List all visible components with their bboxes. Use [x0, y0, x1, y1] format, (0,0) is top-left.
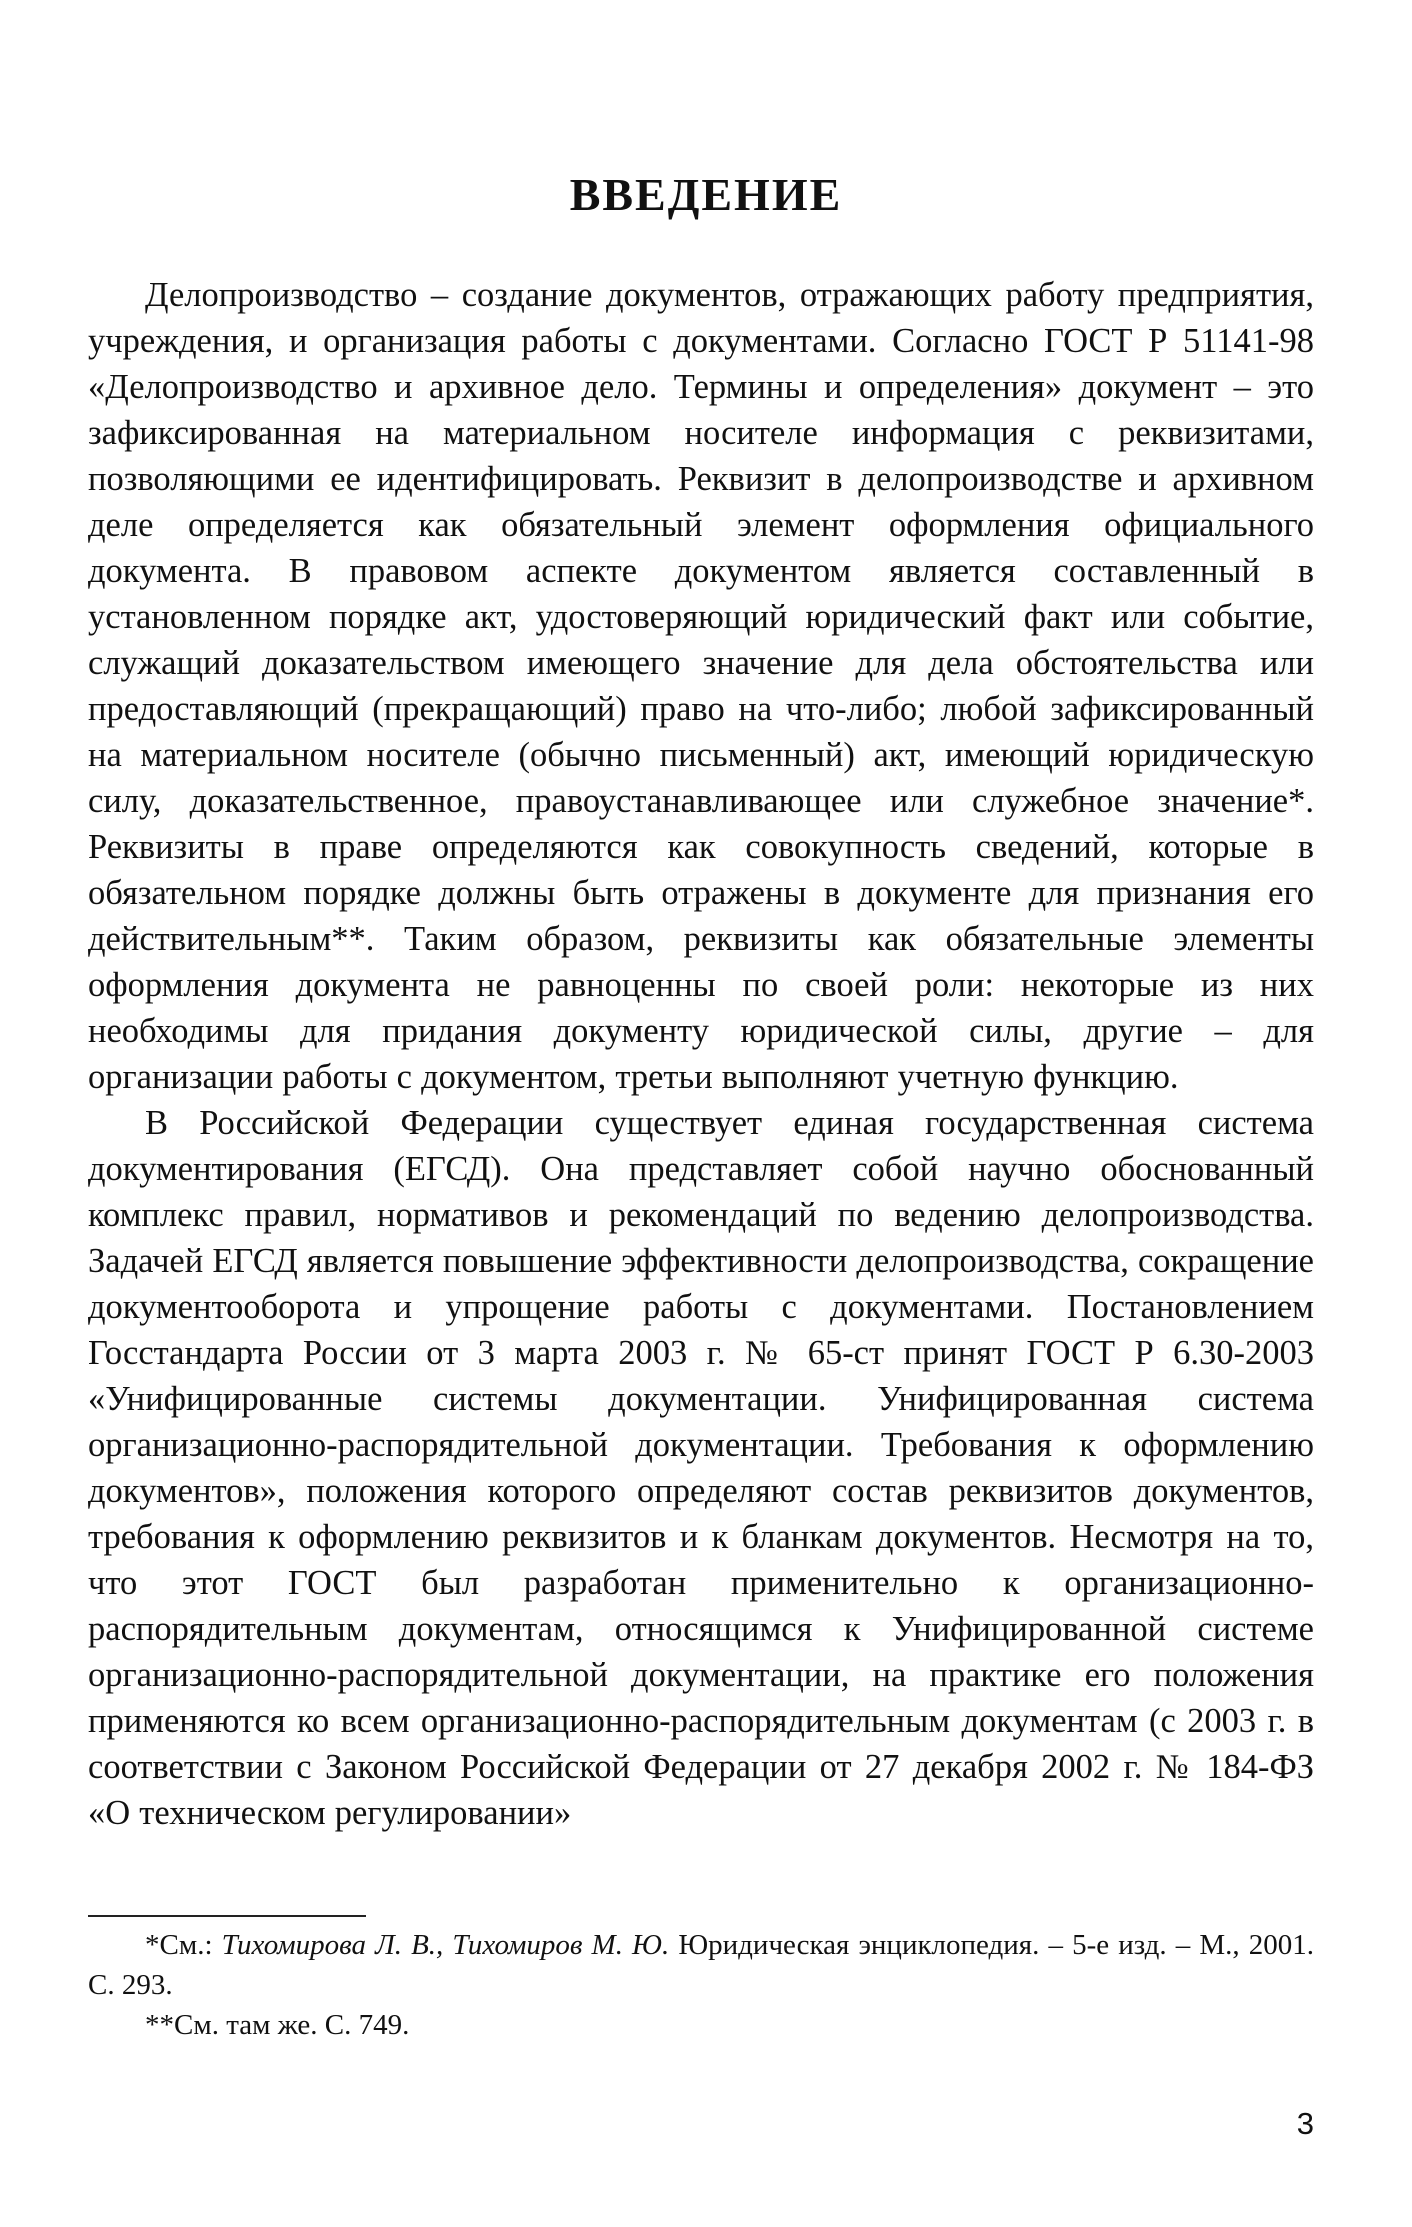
footnotes — [88, 1925, 1314, 2045]
body-text — [88, 272, 1314, 1836]
footnote-marker: **См. там же. С. 749. — [145, 2009, 410, 2041]
footnote-authors: Тихомирова Л. В., Тихомиров М. Ю. — [221, 1929, 670, 1961]
footnote-marker: *См.: — [145, 1929, 222, 1961]
footnote — [88, 1925, 1314, 2005]
chapter-title: ВВЕДЕНИЕ — [569, 169, 843, 220]
footnote — [88, 2005, 1314, 2045]
page-number: 3 — [1296, 2106, 1314, 2141]
paragraph: В Российской Федерации существует единая государственная система документирования (ЕГСД). Она представляет собой научно обоснованный комплекс правил, нормативов и рекомендаций по ведению делопроизводства. Задачей ЕГСД является повышение эффективности делопроизводства, сокращение документооборота и упрощение работы с документами. Постановлением Госстандарта России от 3 марта 2003 г. № 65-ст принят ГОСТ Р 6.30-2003 «Унифицированные системы документации. Унифицированная система организационно-распорядительной документации. Требования к оформлению документов», положения которого определяют состав реквизитов документов, требования к оформлению реквизитов и к бланкам документов. Несмотря на то, что этот ГОСТ был разработан применительно к организационно-распорядительным документам, относящимся к Унифицированной системе организационно-распорядительной документации, на практике его положения применяются ко всем организационно-распорядительным документам (с 2003 г. в соответствии с Законом Российской Федерации от 27 декабря 2002 г. № 184-ФЗ «О техническом регулировании» — [88, 1104, 1314, 1832]
footnote-text: Юридическая энциклопедия. – 5-е изд. – М., 2001. С. 293. — [88, 1929, 1314, 2001]
paragraph: Делопроизводство – создание документов, отражающих работу предприятия, учреждения, и организация работы с документами. Согласно ГОСТ Р 51141-98 «Делопроизводство и архивное дело. Термины и определения» документ – это зафиксированная на материальном носителе информация с реквизитами, позволяющими ее идентифицировать. Реквизит в делопроизводстве и архивном деле определяется как обязательный элемент оформления официального документа. В правовом аспекте документом является составленный в установленном порядке акт, удостоверяющий юридический факт или событие, служащий доказательством имеющего значение для дела обстоятельства или предоставляющий (прекращающий) право на что-либо; любой зафиксированный на материальном носителе (обычно письменный) акт, имеющий юридическую силу, доказательственное, правоустанавливающее или служебное значение*. Реквизиты в праве определяются как совокупность сведений, которые в обязательном порядке должны быть отражены в документе для признания его действительным**. Таким образом, реквизиты как обязательные элементы оформления документа не равноценны по своей роли: некоторые из них необходимы для придания документу юридической силы, другие – для организации работы с документом, третьи выполняют учетную функцию. — [88, 276, 1314, 1096]
footnote-divider — [88, 1915, 366, 1917]
